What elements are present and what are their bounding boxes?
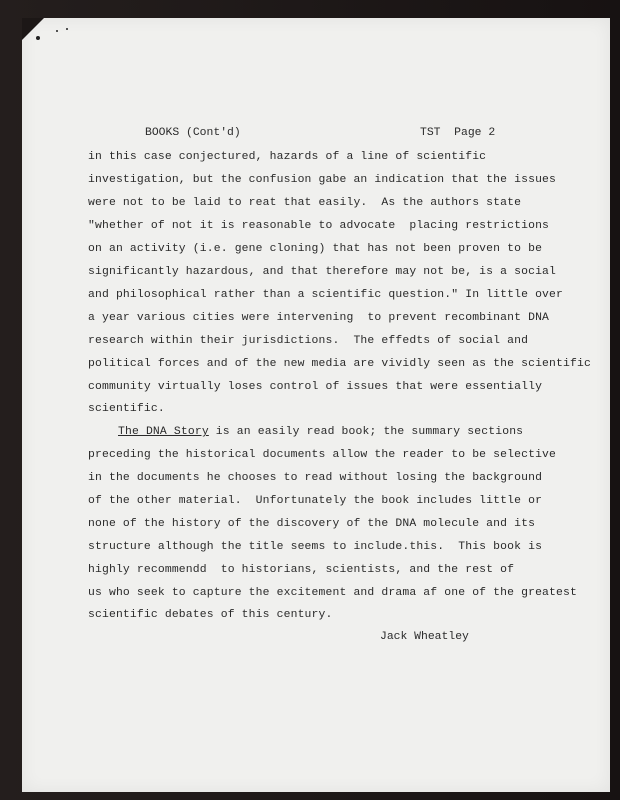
body-line: scientific debates of this century. — [88, 609, 333, 621]
ink-speck — [56, 30, 58, 32]
body-line: in this case conjectured, hazards of a line of scientific — [88, 151, 487, 163]
body-line: in the documents he chooses to read without losing the background — [88, 472, 543, 484]
body-line: us who seek to capture the excitement and drama af one of the greatest — [88, 587, 577, 599]
page-number: TST Page 2 — [420, 127, 496, 139]
body-line: structure although the title seems to include.this. This book is — [88, 541, 543, 553]
ink-speck — [36, 36, 40, 40]
body-line: were not to be laid to reat that easily. As the authors state — [88, 197, 522, 209]
folded-corner — [22, 18, 44, 40]
ink-speck — [66, 28, 68, 30]
body-line: highly recommendd to historians, scientists, and the rest of — [88, 564, 515, 576]
body-line: a year various cities were intervening to prevent recombinant DNA — [88, 312, 550, 324]
body-line: scientific. — [88, 403, 165, 415]
section-title: BOOKS (Cont'd) — [145, 127, 241, 139]
body-line: and philosophical rather than a scientific question." In little over — [88, 289, 564, 301]
body-line: preceding the historical documents allow the reader to be selective — [88, 449, 557, 461]
body-line: of the other material. Unfortunately the book includes little or — [88, 495, 543, 507]
body-line: "whether of not it is reasonable to advocate placing restrictions — [88, 220, 550, 232]
book-title: The DNA Story — [118, 426, 209, 438]
body-line: investigation, but the confusion gabe an indication that the issues — [88, 174, 557, 186]
author-signature: Jack Wheatley — [380, 631, 469, 643]
body-line: significantly hazardous, and that therefore may not be, is a social — [88, 266, 557, 278]
paragraph-opening-line — [118, 425, 523, 439]
body-line: on an activity (i.e. gene cloning) that has not been proven to be — [88, 243, 543, 255]
body-line: community virtually loses control of issues that were essentially — [88, 381, 543, 393]
body-line: none of the history of the discovery of the DNA molecule and its — [88, 518, 536, 530]
body-line: research within their jurisdictions. The effedts of social and — [88, 335, 529, 347]
opening-line-rest: is an easily read book; the summary sections — [208, 426, 524, 438]
body-line: political forces and of the new media are vividly seen as the scientific — [88, 358, 591, 370]
